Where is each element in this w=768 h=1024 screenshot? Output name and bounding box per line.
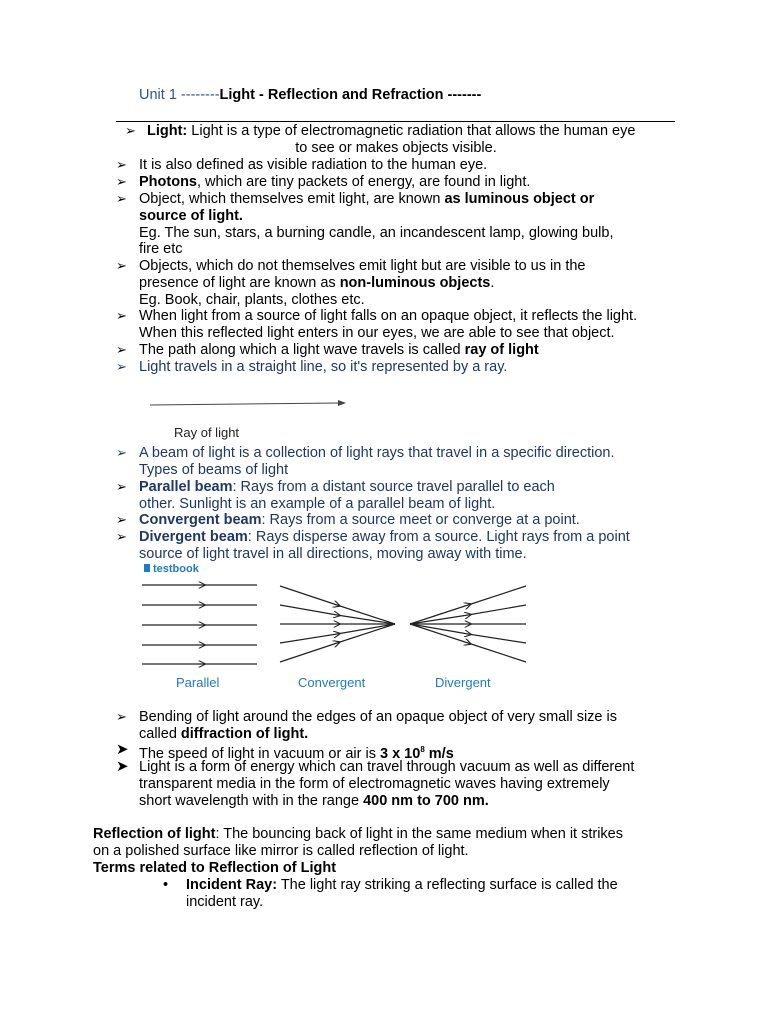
bullet-light-definition: ➢ Light: Light is a type of electromagnetic radiation that allows the human eye to see or makes objects visible. [125,123,636,156]
beam-types-figure [138,560,538,695]
page-heading [139,87,481,103]
arrow-bullet-icon: ➤ [116,741,129,758]
arrow-bullet-icon: ➢ [116,174,127,189]
arrow-bullet-icon: ➢ [116,342,127,357]
parallel-beam-diagram [142,585,257,664]
testbook-logo [144,563,200,575]
dot-bullet-icon: • [163,877,169,893]
divergent-label: Divergent [435,675,491,690]
unit-label: Unit 1 -------- [139,87,220,103]
ray-line [150,403,340,405]
arrow-bullet-icon: ➢ [116,191,127,206]
convergent-label: Convergent [298,675,366,690]
arrow-bullet-icon: ➢ [116,529,127,544]
reflection-definition: Reflection of light: The bouncing back of light in the same medium when it strikes on a polished surface like mirror is called reflection of light. Terms related to Reflection of Light [93,826,623,876]
terms-heading: Terms related to Reflection of Light [93,859,337,876]
arrow-bullet-icon: ➤ [116,758,129,775]
chapter-title: Light - Reflection and Refraction ------- [219,87,482,103]
ray-arrowhead-icon [338,400,346,406]
arrow-bullet-icon: ➢ [116,512,127,527]
arrow-bullet-icon: ➢ [116,359,127,374]
ray-of-light-label: Ray of light [174,425,240,440]
arrow-bullet-icon: ➢ [125,123,136,138]
arrow-bullet-icon: ➢ [116,445,127,460]
divergent-beam-diagram [410,586,526,662]
arrow-bullet-icon: ➢ [116,479,127,494]
arrow-bullet-icon: ➢ [116,258,127,273]
parallel-label: Parallel [176,675,220,690]
arrow-bullet-icon: ➢ [116,157,127,172]
arrow-bullet-icon: ➢ [116,709,127,724]
svg-text:testbook: testbook [153,563,199,575]
testbook-logo-icon [144,564,150,572]
heading-rule [116,121,675,122]
arrow-bullet-icon: ➢ [116,308,127,323]
term-light: Light: [147,123,188,139]
convergent-beam-diagram [280,586,395,662]
ray-of-light-figure [140,392,370,444]
